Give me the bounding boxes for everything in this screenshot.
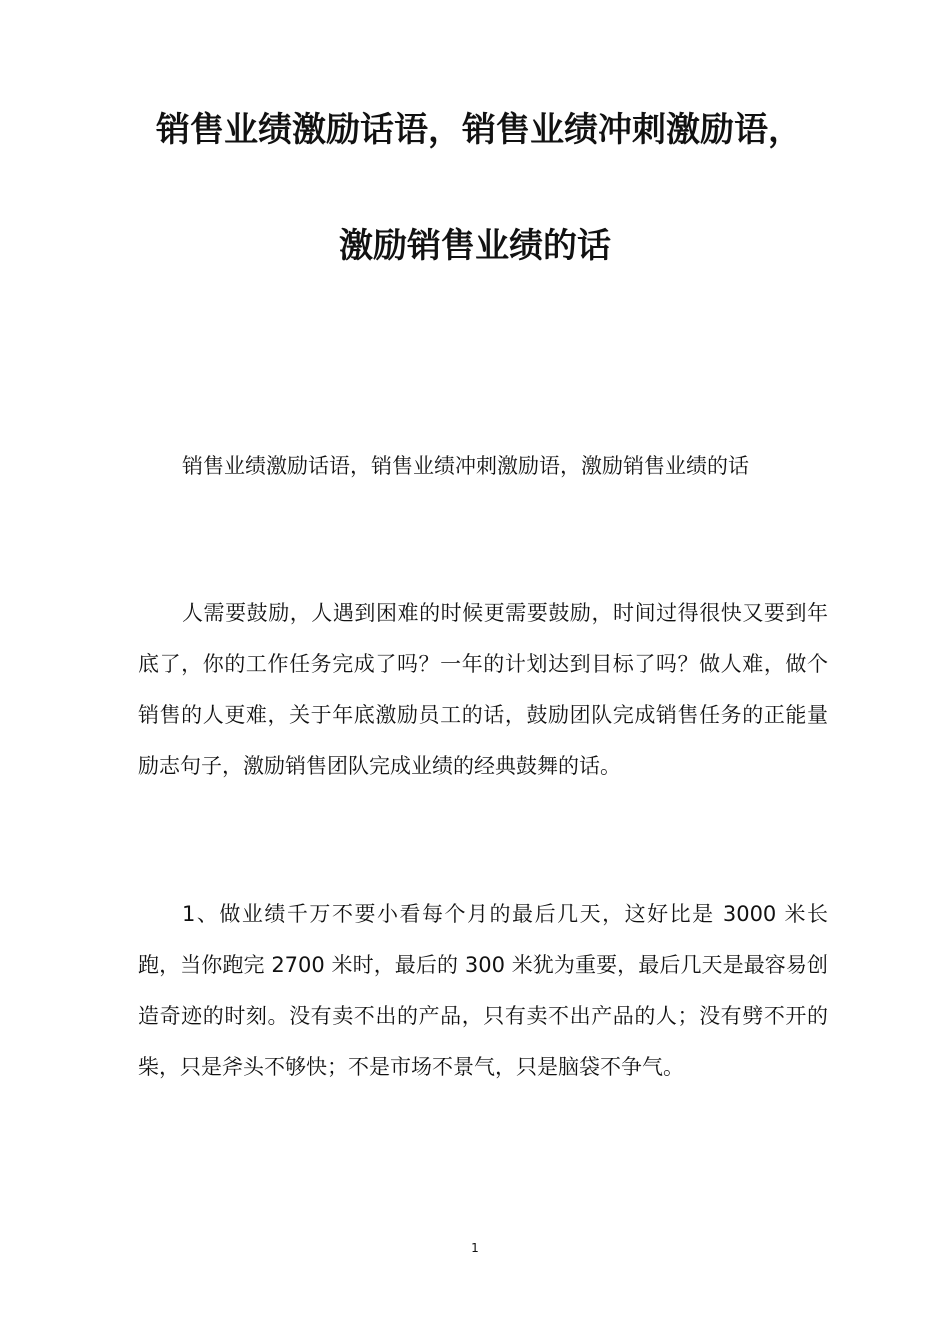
document-title-line-1: 销售业绩激励话语，销售业绩冲刺激励语， xyxy=(156,110,802,150)
paragraph-intro-title: 销售业绩激励话语，销售业绩冲刺激励语，激励销售业绩的话 xyxy=(182,454,749,478)
document-title-line-2: 激励销售业绩的话 xyxy=(339,226,611,266)
page-number: 1 xyxy=(471,1241,479,1255)
paragraph-point-1: 1、做业绩千万不要小看每个月的最后几天，这好比是 3000 米长跑，当你跑完 2700 米时，最后的 300 米犹为重要，最后几天是最容易创造奇迹的时刻。没有卖不出的产品，只有卖不出产品的人；没有劈不开的柴，只是斧头不够快；不是市场不景气，只是脑袋不争气。 xyxy=(138,902,828,1079)
paragraph-encouragement: 人需要鼓励，人遇到困难的时候更需要鼓励，时间过得很快又要到年底了，你的工作任务完成了吗？一年的计划达到目标了吗？做人难，做个销售的人更难，关于年底激励员工的话，鼓励团队完成销售任务的正能量励志句子，激励销售团队完成业绩的经典鼓舞的话。 xyxy=(138,601,828,778)
